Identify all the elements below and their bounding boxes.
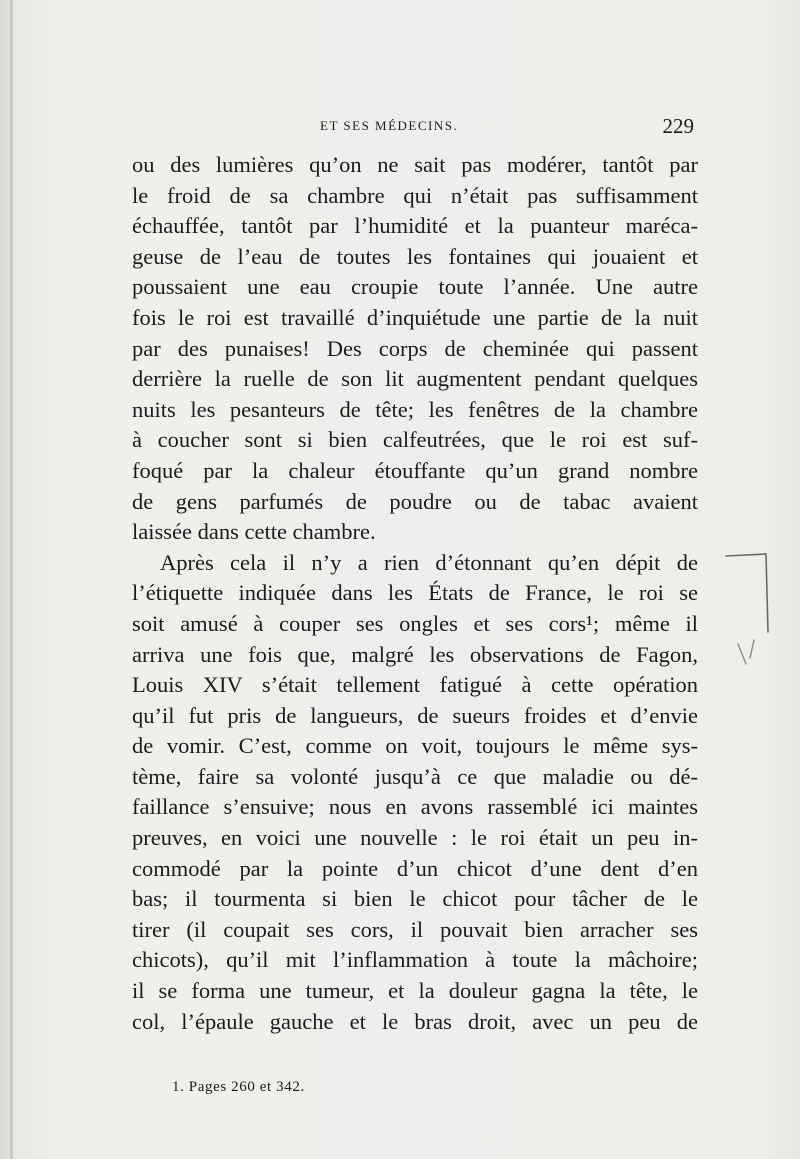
text-line: fois le roi est travaillé d’inquiétude une partie de la nuit bbox=[132, 304, 698, 330]
text-line: le froid de sa chambre qui n’était pas suffisamment bbox=[132, 182, 698, 208]
text-line: nuits les pesanteurs de tête; les fenêtres de la chambre bbox=[132, 396, 698, 422]
text-line: geuse de l’eau de toutes les fontaines qui jouaient et bbox=[132, 243, 698, 269]
running-title: ET SES MÉDECINS. bbox=[320, 118, 459, 133]
text-line: arriva une fois que, malgré les observations de Fagon, bbox=[132, 641, 698, 667]
text-line: ou des lumières qu’on ne sait pas modérer, tantôt par bbox=[132, 152, 698, 177]
text-line: derrière la ruelle de son lit augmentent pendant quelques bbox=[132, 366, 698, 392]
text-line: échauffée, tantôt par l’humidité et la puanteur maréca- bbox=[132, 213, 698, 239]
text-line: poussaient une eau croupie toute l’année. Une autre bbox=[132, 274, 698, 300]
text-line: Louis XIV s’était tellement fatigué à cette opération bbox=[132, 672, 698, 698]
text-line: preuves, en voici une nouvelle : le roi était un peu in- bbox=[132, 825, 698, 851]
body-text bbox=[132, 150, 698, 1037]
footnote: 1. Pages 260 et 342. bbox=[172, 1079, 305, 1095]
text-line: à coucher sont si bien calfeutrées, que le roi est suf- bbox=[132, 427, 698, 453]
text-line: de vomir. C’est, comme on voit, toujours le même sys- bbox=[132, 733, 698, 759]
text-line: il se forma une tumeur, et la douleur gagna la tête, le bbox=[132, 978, 698, 1004]
text-line: qu’il fut pris de langueurs, de sueurs froides et d’envie bbox=[132, 702, 698, 728]
text-line: de gens parfumés de poudre ou de tabac avaient bbox=[132, 488, 698, 514]
pencil-margin-mark bbox=[724, 552, 784, 682]
text-line: par des punaises! Des corps de cheminée qui passent bbox=[132, 335, 698, 361]
text-line: Après cela il n’y a rien d’étonnant qu’en dépit de bbox=[160, 549, 698, 575]
page-number: 229 bbox=[662, 114, 694, 138]
text-line: chicots), qu’il mit l’inflammation à toute la mâchoire; bbox=[132, 947, 698, 973]
text-line: faillance s’ensuive; nous en avons rassemblé ici maintes bbox=[132, 794, 698, 820]
text-line: tème, faire sa volonté jusqu’à ce que maladie ou dé- bbox=[132, 763, 698, 789]
text-line: bas; il tourmenta si bien le chicot pour tâcher de le bbox=[132, 886, 698, 912]
text-line: tirer (il coupait ses cors, il pouvait bien arracher ses bbox=[132, 916, 698, 942]
text-line: soit amusé à couper ses ongles et ses cors¹; même il bbox=[132, 610, 698, 636]
text-line: l’étiquette indiquée dans les États de France, le roi se bbox=[132, 580, 698, 606]
binding-edge bbox=[10, 0, 13, 1159]
text-line: col, l’épaule gauche et le bras droit, avec un peu de bbox=[132, 1008, 698, 1034]
running-header bbox=[130, 114, 698, 140]
text-line: laissée dans cette chambre. bbox=[132, 519, 376, 545]
text-line: commodé par la pointe d’un chicot d’une dent d’en bbox=[132, 855, 698, 881]
text-line: foqué par la chaleur étouffante qu’un grand nombre bbox=[132, 457, 698, 483]
